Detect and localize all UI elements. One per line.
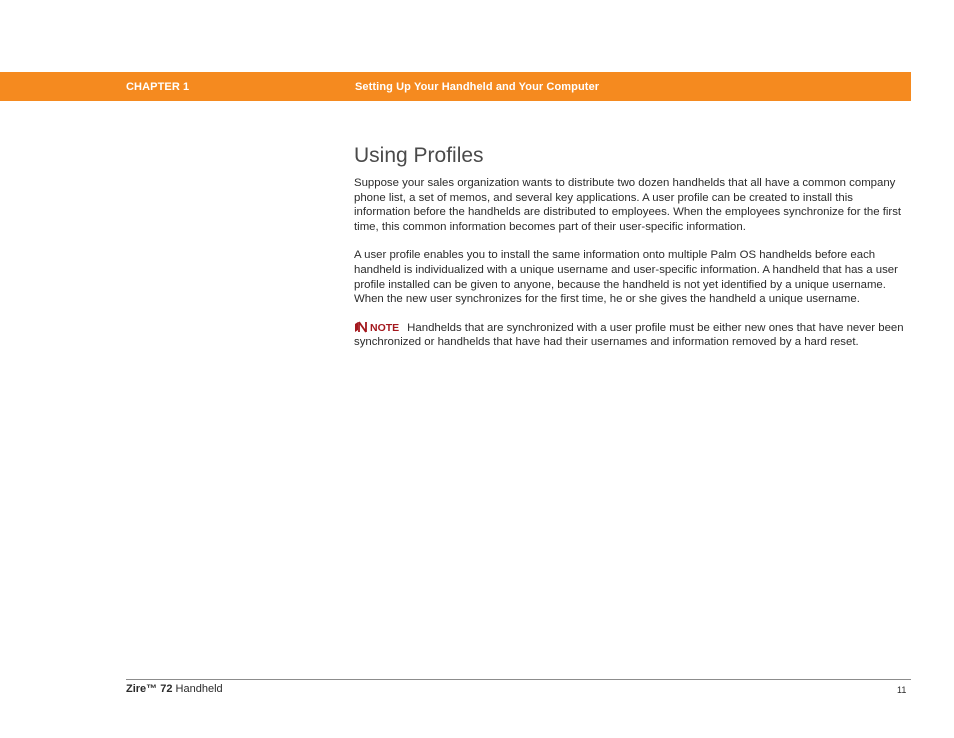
section-body: [354, 176, 912, 364]
footer-product-name: [126, 683, 223, 695]
chapter-title: Setting Up Your Handheld and Your Computer: [355, 81, 600, 93]
footer-product-type: Handheld: [175, 683, 223, 695]
footer-divider: [126, 679, 911, 680]
body-paragraph: Suppose your sales organization wants to distribute two dozen handhelds that all have a common company phone list, a set of memos, and several key applications. A user profile can be created to install this information before the handhelds are distributed to employees. When the employees synchronize for the first time, this common information becomes part of their user-specific information.: [354, 177, 902, 233]
body-paragraph: A user profile enables you to install the same information onto multiple Palm OS handhelds before each handheld is individualized with a unique username and user-specific information. A handheld that has a user profile installed can be given to anyone, because the handheld is not yet identified by a unique username. When the new user synchronizes for the first time, he or she gives the handheld a unique username.: [354, 249, 898, 306]
section-heading: Using Profiles: [354, 144, 484, 167]
note-text: Handhelds that are synchronized with a user profile must be either new ones that have never been synchronized or handhelds that have had their usernames and information removed by a hard reset.: [354, 321, 904, 349]
chapter-number: CHAPTER 1: [126, 81, 190, 93]
note-label: NOTE: [370, 321, 400, 334]
note-badge: [354, 321, 399, 336]
note-icon: [354, 321, 367, 333]
page-number: 11: [897, 685, 907, 695]
note-paragraph: [354, 321, 912, 350]
footer-product-model: Zire™ 72: [126, 683, 173, 695]
